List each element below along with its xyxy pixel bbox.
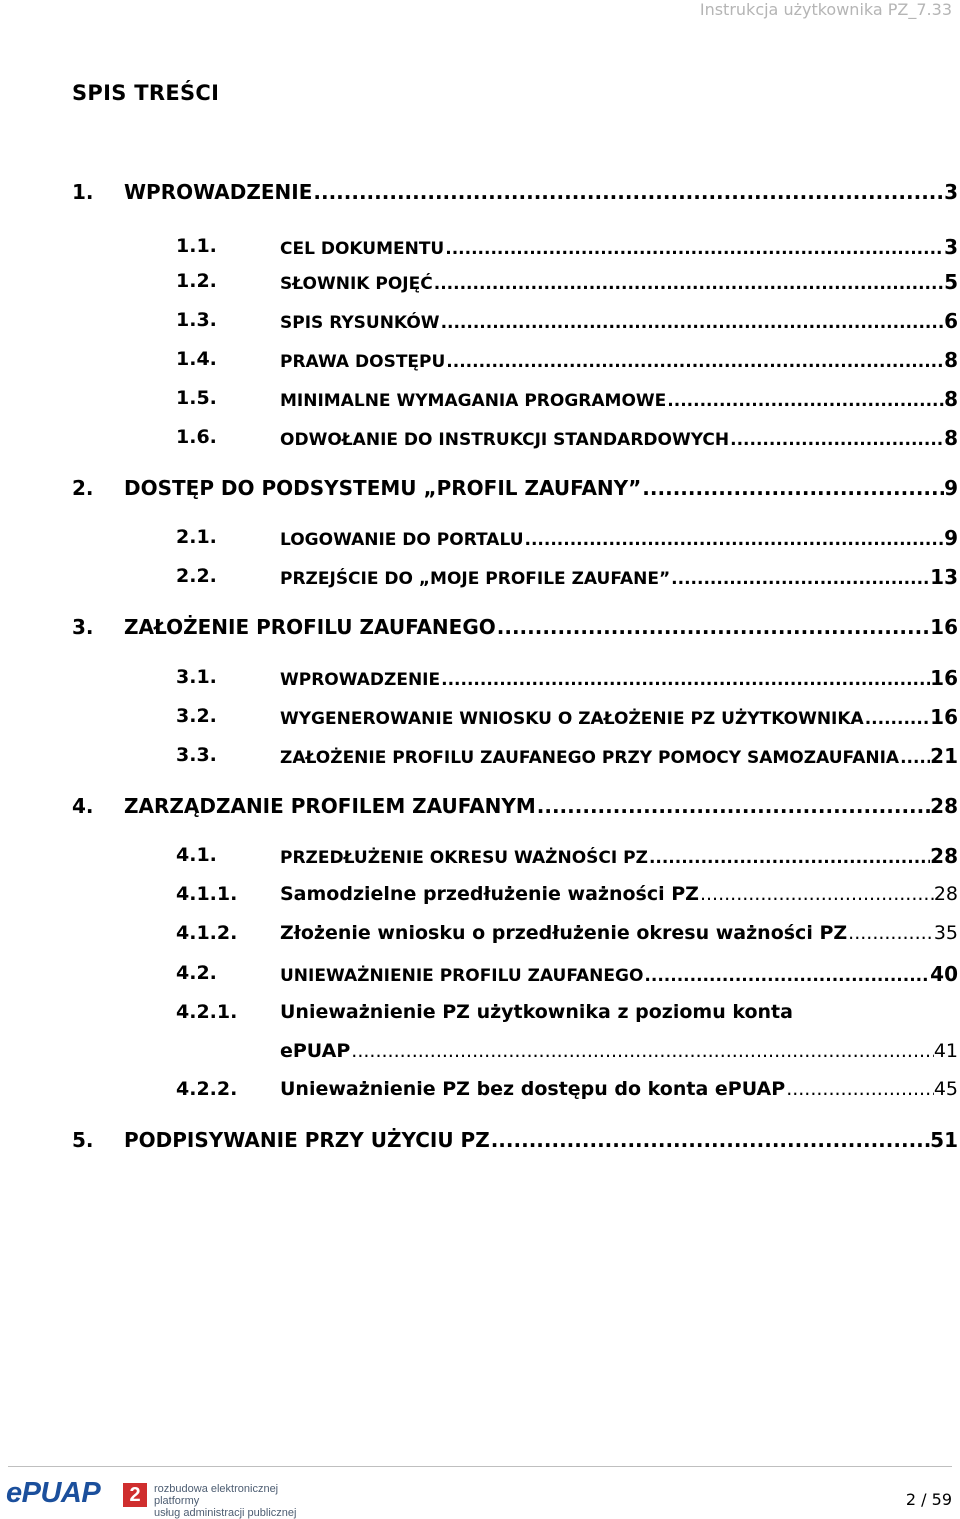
toc-entry-number: 2.2. — [176, 565, 217, 587]
logo-badge: 2 — [123, 1483, 147, 1507]
toc-entry-page: 28 — [930, 794, 958, 818]
toc-entry-number: 1.5. — [176, 387, 217, 409]
toc-entry-number: 1.6. — [176, 426, 217, 448]
toc-entry-line — [124, 1128, 958, 1152]
toc-dot-leader — [496, 615, 930, 639]
page-number: 2 / 59 — [905, 1490, 952, 1509]
toc-entry-line — [280, 387, 958, 411]
toc-entry-number: 2. — [72, 476, 94, 500]
toc-entry-title: PRZEDŁUŻENIE OKRESU WAŻNOŚCI PZ — [280, 848, 648, 868]
toc-entry-line — [280, 1001, 958, 1023]
toc-entry-number: 1.4. — [176, 348, 217, 370]
toc-entry[interactable] — [0, 476, 960, 506]
toc-entry-number: 4.2.2. — [176, 1078, 238, 1100]
toc-entry-continuation[interactable] — [0, 1040, 960, 1070]
toc-entry-title: WYGENEROWANIE WNIOSKU O ZAŁOŻENIE PZ UŻYTKOWNIKA — [280, 709, 864, 729]
toc-dot-leader — [445, 352, 944, 372]
toc-entry-number: 5. — [72, 1128, 94, 1152]
epuap-logo — [6, 1477, 316, 1519]
toc-entry-line — [280, 744, 958, 768]
toc-entry[interactable] — [0, 922, 960, 952]
toc-entry[interactable] — [0, 962, 960, 992]
toc-dot-leader — [864, 709, 930, 729]
toc-entry-number: 2.1. — [176, 526, 217, 548]
toc-entry-line — [124, 615, 958, 639]
toc-entry-number: 3.2. — [176, 705, 217, 727]
toc-entry-line — [280, 309, 958, 333]
toc-entry-line — [280, 270, 958, 294]
toc-entry-number: 3.1. — [176, 666, 217, 688]
toc-entry[interactable] — [0, 426, 960, 456]
toc-entry-page: 45 — [933, 1078, 958, 1100]
toc-entry-line — [280, 1078, 958, 1100]
footer-divider — [8, 1466, 952, 1467]
toc-entry-page: 6 — [944, 309, 958, 333]
toc-dot-leader — [847, 922, 934, 944]
toc-entry-title: MINIMALNE WYMAGANIA PROGRAMOWE — [280, 391, 667, 411]
toc-entry-page: 3 — [944, 180, 958, 204]
toc-entry-title: Złożenie wniosku o przedłużenie okresu ważności PZ — [280, 922, 848, 944]
toc-entry[interactable] — [0, 180, 960, 210]
toc-entry-title: PRAWA DOSTĘPU — [280, 352, 446, 372]
toc-entry-number: 4.1. — [176, 844, 217, 866]
toc-entry-title: DOSTĘP DO PODSYSTEMU „PROFIL ZAUFANY” — [124, 476, 642, 500]
toc-entry[interactable] — [0, 387, 960, 417]
toc-entry-line — [280, 426, 958, 450]
toc-dot-leader — [666, 391, 944, 411]
logo-tagline — [154, 1483, 316, 1519]
toc-dot-leader — [670, 569, 930, 589]
toc-entry-page: 35 — [933, 922, 958, 944]
toc-entry-title: ZAŁOŻENIE PROFILU ZAUFANEGO PRZY POMOCY SAMOZAUFANIA — [280, 748, 900, 768]
toc-entry-line — [280, 1040, 958, 1062]
toc-entry[interactable] — [0, 270, 960, 300]
toc-dot-leader — [648, 848, 930, 868]
toc-entry-page: 28 — [930, 844, 958, 868]
toc-entry-page: 8 — [944, 426, 958, 450]
logo-tagline-line-2: usług administracji publicznej — [154, 1507, 297, 1519]
toc-entry-title: ODWOŁANIE DO INSTRUKCJI STANDARDOWYCH — [280, 430, 730, 450]
toc-entry-number: 4.1.1. — [176, 883, 238, 905]
toc-entry-page: 16 — [930, 705, 958, 729]
toc-entry-title: UNIEWAŻNIENIE PROFILU ZAUFANEGO — [280, 966, 644, 986]
toc-entry-page: 13 — [930, 565, 958, 589]
toc-entry[interactable] — [0, 666, 960, 696]
toc-entry-page: 16 — [930, 666, 958, 690]
toc-entry-title: SPIS RYSUNKÓW — [280, 313, 440, 333]
toc-entry[interactable] — [0, 883, 960, 913]
toc-entry-title: ZARZĄDZANIE PROFILEM ZAUFANYM — [124, 794, 536, 818]
toc-entry-number: 1.1. — [176, 235, 217, 257]
toc-entry-number: 4. — [72, 794, 94, 818]
toc-entry-line — [280, 348, 958, 372]
toc-dot-leader — [433, 274, 944, 294]
toc-entry-number: 3. — [72, 615, 94, 639]
toc-entry[interactable] — [0, 1001, 960, 1031]
toc-entry-page: 8 — [944, 387, 958, 411]
toc-entry-page: 5 — [944, 270, 958, 294]
toc-entry-number: 4.1.2. — [176, 922, 238, 944]
toc-entry[interactable] — [0, 235, 960, 265]
toc-entry[interactable] — [0, 794, 960, 824]
toc-entry-title: Samodzielne przedłużenie ważności PZ — [280, 883, 699, 905]
toc-entry-line — [280, 235, 958, 259]
toc-entry-line — [124, 794, 958, 818]
toc-entry-number: 4.2.1. — [176, 1001, 238, 1023]
toc-entry-page: 21 — [930, 744, 958, 768]
toc-entry-title: LOGOWANIE DO PORTALU — [280, 530, 524, 550]
toc-entry[interactable] — [0, 1128, 960, 1158]
toc-entry-page: 16 — [930, 615, 958, 639]
toc-entry-page: 8 — [944, 348, 958, 372]
toc-entry-line — [280, 666, 958, 690]
toc-entry-line — [280, 526, 958, 550]
toc-entry-title: PRZEJŚCIE DO „MOJE PROFILE ZAUFANE” — [280, 569, 671, 589]
toc-entry-title: WPROWADZENIE — [280, 670, 441, 690]
toc-entry-number: 3.3. — [176, 744, 217, 766]
toc-dot-leader — [899, 748, 930, 768]
toc-dot-leader — [490, 1128, 930, 1152]
toc-entry[interactable] — [0, 615, 960, 645]
toc-entry-number: 1.2. — [176, 270, 217, 292]
toc-dot-leader — [641, 476, 944, 500]
toc-dot-leader — [699, 883, 934, 905]
toc-entry-line — [124, 180, 958, 204]
toc-entry-number: 4.2. — [176, 962, 217, 984]
toc-entry-page: 9 — [944, 526, 958, 550]
toc-entry-page: 40 — [930, 962, 958, 986]
toc-heading: SPIS TREŚCI — [72, 81, 220, 105]
toc-entry-title: Unieważnienie PZ użytkownika z poziomu konta — [280, 1001, 793, 1023]
toc-entry-title-continuation: ePUAP — [280, 1040, 351, 1062]
toc-dot-leader — [643, 966, 930, 986]
toc-dot-leader — [444, 239, 944, 259]
toc-entry-page: 9 — [944, 476, 958, 500]
toc-dot-leader — [312, 180, 944, 204]
toc-entry[interactable] — [0, 565, 960, 595]
toc-entry-line — [124, 476, 958, 500]
toc-entry-title: PODPISYWANIE PRZY UŻYCIU PZ — [124, 1128, 490, 1152]
toc-dot-leader — [729, 430, 944, 450]
running-header: Instrukcja użytkownika PZ_7.33 — [699, 0, 952, 19]
toc-entry-line — [280, 883, 958, 905]
toc-entry-number: 1. — [72, 180, 94, 204]
toc-dot-leader — [524, 530, 945, 550]
logo-tagline-line-1: rozbudowa elektronicznej platformy — [154, 1483, 279, 1507]
toc-entry-title: SŁOWNIK POJĘĆ — [280, 274, 433, 294]
toc-dot-leader — [440, 313, 945, 333]
toc-entry-page: 51 — [930, 1128, 958, 1152]
toc-dot-leader — [440, 670, 930, 690]
toc-entry[interactable] — [0, 744, 960, 774]
toc-entry[interactable] — [0, 526, 960, 556]
toc-dot-leader — [350, 1040, 934, 1062]
toc-entry-title: WPROWADZENIE — [124, 180, 313, 204]
toc-entry-page: 41 — [933, 1040, 958, 1062]
toc-entry[interactable] — [0, 705, 960, 735]
toc-entry-line — [280, 844, 958, 868]
toc-entry-title: Unieważnienie PZ bez dostępu do konta ePUAP — [280, 1078, 786, 1100]
toc-entry-line — [280, 705, 958, 729]
toc-dot-leader — [785, 1078, 934, 1100]
toc-entry[interactable] — [0, 348, 960, 378]
logo-wordmark: ePUAP — [6, 1477, 101, 1509]
toc-entry[interactable] — [0, 1078, 960, 1108]
toc-entry[interactable] — [0, 844, 960, 874]
toc-entry-page: 3 — [944, 235, 958, 259]
toc-entry-title: CEL DOKUMENTU — [280, 239, 445, 259]
toc-entry-number: 1.3. — [176, 309, 217, 331]
toc-entry-title: ZAŁOŻENIE PROFILU ZAUFANEGO — [124, 615, 496, 639]
toc-entry-line — [280, 922, 958, 944]
toc-entry-page: 28 — [933, 883, 958, 905]
toc-entry-line — [280, 962, 958, 986]
toc-entry[interactable] — [0, 309, 960, 339]
toc-entry-line — [280, 565, 958, 589]
toc-dot-leader — [536, 794, 930, 818]
